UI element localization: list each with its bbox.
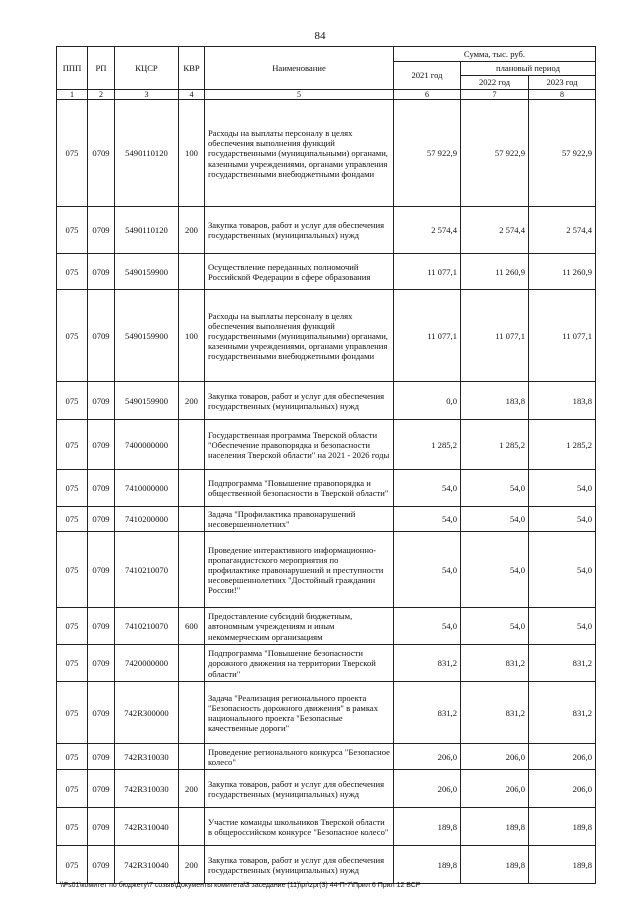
- header-name: Наименование: [205, 47, 394, 90]
- cell-2022: 1 285,2: [461, 420, 529, 470]
- table-row: [57, 100, 596, 207]
- cell-ppp: 075: [57, 645, 88, 682]
- cell-name: Задача "Профилактика правонарушений несовершеннолетних": [205, 507, 394, 532]
- cell-ppp: 075: [57, 846, 88, 884]
- cell-rp: 0709: [88, 290, 115, 382]
- cell-kcsr: 7400000000: [115, 420, 179, 470]
- cell-2023: 54,0: [529, 532, 596, 608]
- column-number: 2: [88, 90, 115, 100]
- cell-name: Проведение регионального конкурса "Безопасное колесо": [205, 744, 394, 770]
- cell-rp: 0709: [88, 207, 115, 254]
- cell-2022: 54,0: [461, 507, 529, 532]
- cell-kvr: [179, 507, 205, 532]
- cell-2023: 54,0: [529, 470, 596, 507]
- cell-kvr: 200: [179, 382, 205, 420]
- cell-name: Государственная программа Тверской области "Обеспечение правопорядка и безопасности населения Тверской области" на 2021 - 2026 годы: [205, 420, 394, 470]
- cell-2022: 206,0: [461, 744, 529, 770]
- header-year-2021: 2021 год: [394, 62, 461, 90]
- cell-2021: 2 574,4: [394, 207, 461, 254]
- header-year-2023: 2023 год: [529, 76, 596, 90]
- cell-2021: 831,2: [394, 682, 461, 744]
- table-row: [57, 682, 596, 744]
- header-amount: Сумма, тыс. руб.: [394, 47, 596, 62]
- cell-ppp: 075: [57, 420, 88, 470]
- cell-ppp: 075: [57, 207, 88, 254]
- cell-2021: 0,0: [394, 382, 461, 420]
- cell-kcsr: 5490110120: [115, 207, 179, 254]
- cell-2021: 189,8: [394, 808, 461, 846]
- cell-kcsr: 7410000000: [115, 470, 179, 507]
- cell-2022: 189,8: [461, 846, 529, 884]
- cell-rp: 0709: [88, 470, 115, 507]
- cell-kcsr: 5490159900: [115, 254, 179, 290]
- cell-rp: 0709: [88, 382, 115, 420]
- cell-rp: 0709: [88, 254, 115, 290]
- cell-kvr: [179, 682, 205, 744]
- table-row: [57, 507, 596, 532]
- header-kcsr: КЦСР: [115, 47, 179, 90]
- cell-2021: 206,0: [394, 770, 461, 808]
- cell-2023: 11 260,9: [529, 254, 596, 290]
- cell-kvr: [179, 808, 205, 846]
- cell-rp: 0709: [88, 645, 115, 682]
- cell-kvr: [179, 645, 205, 682]
- cell-kcsr: 5490159900: [115, 382, 179, 420]
- cell-ppp: 075: [57, 682, 88, 744]
- cell-kvr: 600: [179, 608, 205, 645]
- cell-2023: 2 574,4: [529, 207, 596, 254]
- cell-ppp: 075: [57, 470, 88, 507]
- cell-rp: 0709: [88, 608, 115, 645]
- column-number: 6: [394, 90, 461, 100]
- cell-kcsr: 7410210070: [115, 532, 179, 608]
- cell-ppp: 075: [57, 808, 88, 846]
- cell-2021: 54,0: [394, 532, 461, 608]
- column-numbers-row: [57, 90, 596, 100]
- cell-name: Закупка товаров, работ и услуг для обеспечения государственных (муниципальных) нужд: [205, 770, 394, 808]
- table-row: [57, 608, 596, 645]
- cell-kvr: [179, 744, 205, 770]
- table-row: [57, 744, 596, 770]
- cell-kcsr: 5490159900: [115, 290, 179, 382]
- cell-ppp: 075: [57, 608, 88, 645]
- cell-kvr: 100: [179, 100, 205, 207]
- cell-name: Закупка товаров, работ и услуг для обеспечения государственных (муниципальных) нужд: [205, 382, 394, 420]
- cell-ppp: 075: [57, 290, 88, 382]
- cell-2021: 189,8: [394, 846, 461, 884]
- cell-name: Подпрограмма "Повышение безопасности дорожного движения на территории Тверской области": [205, 645, 394, 682]
- cell-rp: 0709: [88, 846, 115, 884]
- cell-kvr: 100: [179, 290, 205, 382]
- page-number: 84: [314, 30, 326, 42]
- cell-ppp: 075: [57, 770, 88, 808]
- column-number: 7: [461, 90, 529, 100]
- cell-name: Проведение интерактивного информационно-пропагандистского мероприятия по профилактике правонарушений и преступности несовершеннолетних "Достойный гражданин России!": [205, 532, 394, 608]
- cell-2021: 206,0: [394, 744, 461, 770]
- cell-kcsr: 742R310030: [115, 744, 179, 770]
- cell-name: Подпрограмма "Повышение правопорядка и общественной безопасности в Тверской области": [205, 470, 394, 507]
- cell-2023: 831,2: [529, 645, 596, 682]
- cell-2022: 54,0: [461, 532, 529, 608]
- cell-2023: 183,8: [529, 382, 596, 420]
- cell-2022: 831,2: [461, 645, 529, 682]
- cell-2022: 2 574,4: [461, 207, 529, 254]
- cell-kcsr: 7410200000: [115, 507, 179, 532]
- cell-2021: 54,0: [394, 608, 461, 645]
- cell-2022: 54,0: [461, 470, 529, 507]
- cell-2023: 1 285,2: [529, 420, 596, 470]
- cell-kvr: [179, 420, 205, 470]
- cell-ppp: 075: [57, 254, 88, 290]
- cell-rp: 0709: [88, 420, 115, 470]
- cell-name: Закупка товаров, работ и услуг для обеспечения государственных (муниципальных) нужд: [205, 846, 394, 884]
- cell-kcsr: 742R310030: [115, 770, 179, 808]
- cell-rp: 0709: [88, 532, 115, 608]
- cell-name: Участие команды школьников Тверской области в общероссийском конкурсе "Безопасное колесо": [205, 808, 394, 846]
- cell-rp: 0709: [88, 770, 115, 808]
- cell-2022: 57 922,9: [461, 100, 529, 207]
- cell-2023: 189,8: [529, 846, 596, 884]
- cell-name: Расходы на выплаты персоналу в целях обеспечения выполнения функций государственными (муниципальными) органами, казенными учреждениями, органами управления государственными внебюджетными фондами: [205, 290, 394, 382]
- table-row: [57, 846, 596, 884]
- column-number: 1: [57, 90, 88, 100]
- cell-2023: 54,0: [529, 608, 596, 645]
- cell-rp: 0709: [88, 100, 115, 207]
- column-number: 3: [115, 90, 179, 100]
- cell-2021: 54,0: [394, 507, 461, 532]
- cell-2022: 11 077,1: [461, 290, 529, 382]
- file-path-footer: \\Fs01\комитет по бюджету\7 созыв\Документы комитета\3 заседание (11)\pr\zpr(3) 44-П-7\Прил 6 Прил 12 ВСР: [60, 882, 421, 889]
- cell-ppp: 075: [57, 507, 88, 532]
- table-row: [57, 532, 596, 608]
- header-planned-period: плановый период: [461, 62, 596, 76]
- cell-2021: 1 285,2: [394, 420, 461, 470]
- cell-kvr: 200: [179, 846, 205, 884]
- cell-2023: 54,0: [529, 507, 596, 532]
- cell-rp: 0709: [88, 808, 115, 846]
- cell-2021: 57 922,9: [394, 100, 461, 207]
- cell-kvr: 200: [179, 207, 205, 254]
- column-number: 4: [179, 90, 205, 100]
- table-row: [57, 382, 596, 420]
- cell-rp: 0709: [88, 682, 115, 744]
- cell-2022: 183,8: [461, 382, 529, 420]
- cell-kcsr: 742R310040: [115, 846, 179, 884]
- cell-2023: 831,2: [529, 682, 596, 744]
- cell-ppp: 075: [57, 382, 88, 420]
- cell-2023: 206,0: [529, 744, 596, 770]
- table-row: [57, 254, 596, 290]
- cell-name: Расходы на выплаты персоналу в целях обеспечения выполнения функций государственными (муниципальными) органами, казенными учреждениями, органами управления государственными внебюджетными фондами: [205, 100, 394, 207]
- table-row: [57, 808, 596, 846]
- cell-rp: 0709: [88, 744, 115, 770]
- cell-name: Предоставление субсидий бюджетным, автономным учреждениям и иным некоммерческим организациям: [205, 608, 394, 645]
- header-year-2022: 2022 год: [461, 76, 529, 90]
- cell-2023: 206,0: [529, 770, 596, 808]
- column-number: 5: [205, 90, 394, 100]
- header-kvr: КВР: [179, 47, 205, 90]
- cell-2021: 11 077,1: [394, 290, 461, 382]
- cell-2022: 206,0: [461, 770, 529, 808]
- table-row: [57, 645, 596, 682]
- header-ppp: ППП: [57, 47, 88, 90]
- cell-kcsr: 742R300000: [115, 682, 179, 744]
- cell-kvr: 200: [179, 770, 205, 808]
- cell-ppp: 075: [57, 532, 88, 608]
- table-row: [57, 420, 596, 470]
- cell-ppp: 075: [57, 744, 88, 770]
- cell-name: Задача "Реализация регионального проекта "Безопасность дорожного движения" в рамках национального проекта "Безопасные качественные дороги": [205, 682, 394, 744]
- table-header: [57, 47, 596, 100]
- cell-2022: 831,2: [461, 682, 529, 744]
- cell-2023: 57 922,9: [529, 100, 596, 207]
- header-rp: РП: [88, 47, 115, 90]
- cell-kcsr: 7410210070: [115, 608, 179, 645]
- cell-kvr: [179, 532, 205, 608]
- table-row: [57, 290, 596, 382]
- cell-kcsr: 5490110120: [115, 100, 179, 207]
- table-row: [57, 207, 596, 254]
- cell-2023: 11 077,1: [529, 290, 596, 382]
- cell-2022: 54,0: [461, 608, 529, 645]
- cell-2021: 831,2: [394, 645, 461, 682]
- table-row: [57, 770, 596, 808]
- cell-2021: 54,0: [394, 470, 461, 507]
- column-number: 8: [529, 90, 596, 100]
- cell-kvr: [179, 470, 205, 507]
- cell-kvr: [179, 254, 205, 290]
- cell-kcsr: 742R310040: [115, 808, 179, 846]
- cell-2023: 189,8: [529, 808, 596, 846]
- cell-name: Закупка товаров, работ и услуг для обеспечения государственных (муниципальных) нужд: [205, 207, 394, 254]
- cell-2021: 11 077,1: [394, 254, 461, 290]
- cell-2022: 189,8: [461, 808, 529, 846]
- cell-name: Осуществление переданных полномочий Российской Федерации в сфере образования: [205, 254, 394, 290]
- cell-kcsr: 7420000000: [115, 645, 179, 682]
- cell-2022: 11 260,9: [461, 254, 529, 290]
- cell-rp: 0709: [88, 507, 115, 532]
- cell-ppp: 075: [57, 100, 88, 207]
- budget-table: [56, 46, 596, 884]
- table-row: [57, 470, 596, 507]
